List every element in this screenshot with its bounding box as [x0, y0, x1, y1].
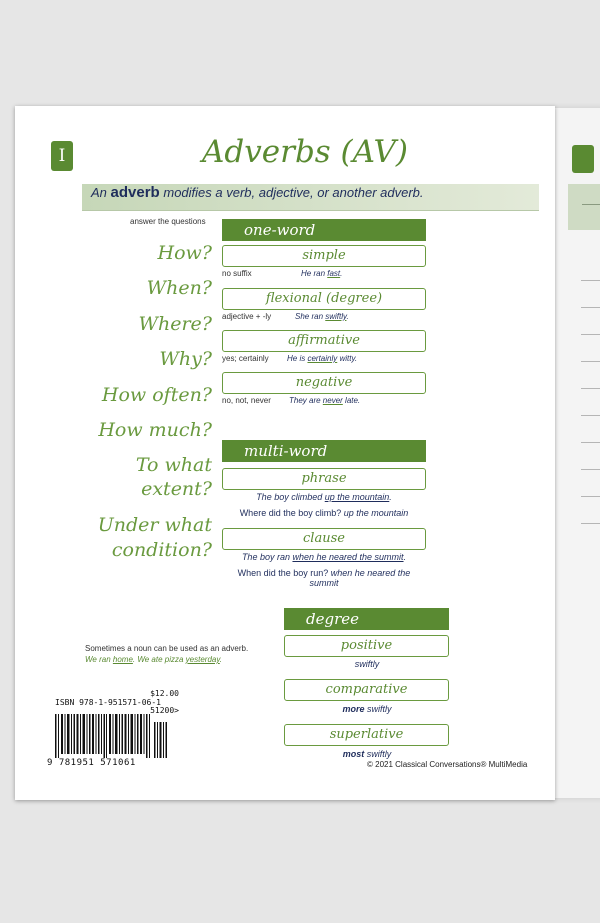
question-extent: extent? [141, 478, 212, 500]
noun-as-adverb-example: We ran home. We ate pizza yesterday. [85, 655, 222, 664]
negative-box: negative [222, 372, 426, 394]
noun-as-adverb-note: Sometimes a noun can be used as an adverb. [85, 644, 249, 653]
page-title: Adverbs (AV) [202, 134, 408, 170]
next-page-rule-line [581, 442, 600, 443]
question-where: Where? [138, 313, 212, 335]
next-page-rule-line [581, 523, 600, 524]
barcode-bars [55, 714, 169, 758]
flexional-note: adjective + -ly [222, 312, 272, 321]
next-page-rule-line [581, 388, 600, 389]
negative-example: They are never late. [289, 396, 361, 405]
affirmative-note: yes; certainly [222, 354, 269, 363]
barcode-isbn: ISBN 978-1-951571-06-1 [55, 698, 161, 707]
next-page [555, 108, 600, 798]
one-word-header: one-word [222, 219, 426, 241]
question-condition: condition? [111, 539, 212, 561]
simple-box: simple [222, 245, 426, 267]
flexional-box: flexional (degree) [222, 288, 426, 310]
question-when: When? [146, 277, 212, 299]
next-page-section-tab [572, 145, 594, 173]
barcode [47, 689, 179, 769]
comparative-box: comparative [284, 679, 449, 701]
question-how: How? [157, 242, 212, 264]
next-page-rule-line [581, 334, 600, 335]
section-tab: I [51, 141, 73, 171]
definition-prefix: An [91, 185, 107, 200]
positive-example: swiftly [354, 659, 380, 669]
answer-questions-label: answer the questions [130, 217, 206, 226]
page [15, 106, 555, 800]
definition-term: adverb [110, 184, 160, 201]
next-page-rule-line [581, 415, 600, 416]
question-under-what: Under what [97, 514, 212, 536]
superlative-example: most swiftly [342, 749, 392, 759]
phrase-box: phrase [222, 468, 426, 490]
degree-header: degree [284, 608, 449, 630]
next-page-rule-line [581, 361, 600, 362]
affirmative-box: affirmative [222, 330, 426, 352]
positive-box: positive [284, 635, 449, 657]
next-page-rule-line [581, 307, 600, 308]
barcode-price: $12.00 [150, 689, 179, 698]
superlative-box: superlative [284, 724, 449, 746]
question-how-much: How much? [98, 419, 212, 441]
simple-note: no suffix [222, 269, 252, 278]
clause-box: clause [222, 528, 426, 550]
phrase-question: Where did the boy climb? up the mountain [239, 508, 409, 518]
affirmative-example: He is certainly witty. [287, 354, 358, 363]
barcode-number: 9 781951 571061 [47, 758, 136, 768]
next-page-rule-line [581, 469, 600, 470]
definition-text: modifies a verb, adjective, or another adverb. [163, 185, 424, 200]
next-page-rule-line [581, 496, 600, 497]
negative-note: no, not, never [222, 396, 271, 405]
definition-bar [82, 184, 539, 211]
question-how-often: How often? [101, 384, 212, 406]
next-page-definition-bar [568, 184, 600, 230]
barcode-addon: 51200> [150, 706, 179, 715]
clause-example: The boy ran when he neared the summit. [241, 552, 407, 562]
copyright: © 2021 Classical Conversations® MultiMedia [367, 760, 528, 769]
multi-word-header: multi-word [222, 440, 426, 462]
phrase-example: The boy climbed up the mountain. [256, 492, 392, 502]
flexional-example: She ran swiftly. [295, 312, 349, 321]
simple-example: He ran fast. [301, 269, 343, 278]
question-to-what: To what [135, 454, 212, 476]
comparative-example: more swiftly [342, 704, 392, 714]
next-page-rule-line [581, 280, 600, 281]
question-why: Why? [159, 348, 212, 370]
clause-question: When did the boy run? when he neared the summit [237, 568, 411, 588]
